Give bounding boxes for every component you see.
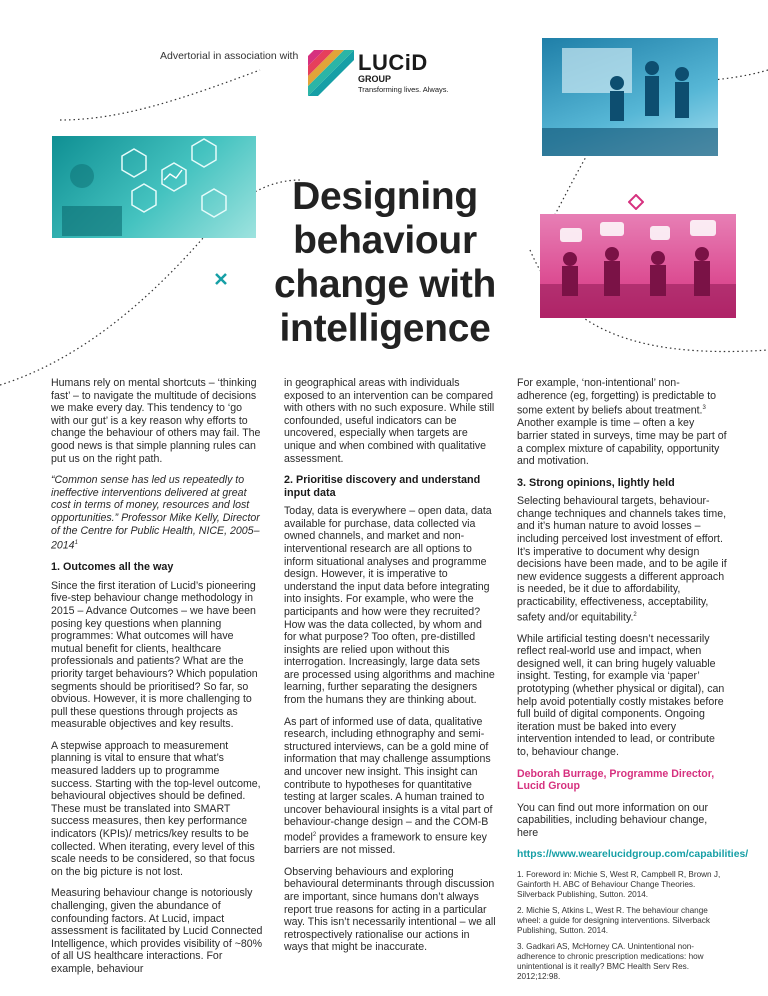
intro-paragraph: Humans rely on mental shortcuts – ‘thinking fast’ – to navigate the multitude of decisions we make every day. This tendency to ‘go with our gut’ is a key reason why efforts to change the behaviour of others may fail. The good news is that simple planning rules can put us on the right path. (51, 377, 261, 465)
section-2-text: As part of informed use of data, qualitative research, including ethnography and semi-structured interviews, can be a gold mine of information that may challenge assumptions and uncover new insight. This insight can contribute to hypotheses for quantitative testing at larger scales. A human trained to uncover behavioural insights is a vital part of behaviour-change design – and the COM-B model (284, 715, 493, 844)
section-3-paragraph: While artificial testing doesn’t necessarily reflect real-world use and impact, when designed well, it can bring hugely valuable insight. Testing, for example via ‘paper’ prototyping (whether physical or digital), can help avoid potentially costly mistakes before full build of digital components. Ongoing iteration must be baked into every intervention intended to lead, or contribute to, behaviour change. (517, 632, 725, 758)
lucid-logo-mark (308, 50, 354, 96)
hexagon-icons (52, 136, 256, 238)
capabilities-link[interactable]: https://www.wearelucidgroup.com/capabilities/ (517, 848, 749, 860)
logo-group: GROUP (358, 74, 392, 84)
section-2-paragraph: Today, data is everywhere – open data, data available for purchase, data collected via owned channels, and market and non-interventional research are all options to inform situational analyses and programme design. However, it is imperative to understand the input data before integrating into insights. For example, who were the participants and how were they recruited? How was the data collected, by whom and for what purpose? Too often, pre-distilled insights are relied upon without this interrogation. Increasingly, large data sets are processed using algorithms and machine learning, further separating the designers from the humans they are thinking about. (284, 505, 495, 707)
section-1-paragraph: Measuring behaviour change is notoriously challenging, given the abundance of confounding factors. At Lucid, impact assessment is facilitated by Lucid Connected Intelligence, which provides visibility of ~80% of all US healthcare interactions. For example, behaviour (51, 887, 263, 975)
section-3-text: Selecting behavioural targets, behaviour-change techniques and channels takes time, and it’s human nature to avoid losses – including perceived lost investment of effort. It’s imperative to document why design decisions have been made, and to be agile if new evidence suggests a different approach is needed, be it due to affordability, practicability, effectiveness, acceptability, safety and/or equitability. (517, 495, 727, 624)
reference-item: 1. Foreword in: Michie S, West R, Campbell R, Brown J, Gainforth H. ABC of Behaviour Change Theories. Silverback Publishing, Sutton. 2014. (517, 870, 721, 900)
meeting-photo (542, 38, 718, 156)
section-3-heading: 3. Strong opinions, lightly held (517, 476, 675, 489)
column-3 (517, 377, 749, 988)
section-1-paragraph: A stepwise approach to measurement planning is vital to ensure that what’s measured ladders up to programme success. Starting with the top-level outcome, behavioural objectives should be defined. These must be translated into SMART success measures, then key performance indicators (KPIs)/ metrics/key results to be collected. When iterating, every level of this scale needs to be considered, so that focus on the big picture is not lost. (51, 739, 261, 878)
quote-footnote-ref: 1 (74, 540, 78, 547)
column-2 (284, 377, 496, 963)
section-2-text: Another example is time – often a key barrier stated in surveys, time may be part of a complex mixture of capability, opportunity and motivation. (517, 417, 727, 468)
quote-text: “Common sense has led us repeatedly to ineffective interventions delivered at great cost in terms of money, resources and lost opportunities.” (51, 474, 250, 524)
pull-quote (51, 474, 263, 552)
section-1-paragraph: Since the first iteration of Lucid’s pioneering five-step behaviour change methodology in 2015 – Advance Outcomes – we have been posing key questions when planning programmes: What outcomes will have mutual benefit for clients, healthcare professionals and patients? What are the priority target behaviours? Which population segments should be prioritised? So far, so obvious. However, it is more challenging to pull these questions through projects as measurable objectives and key results. (51, 579, 258, 731)
section-3-paragraph (517, 495, 727, 623)
reference-item: 3. Gadkari AS, McHorney CA. Unintentional non-adherence to chronic prescription medications: how unintentional is it really? BMC Health Serv Res. 2012;12:98. (517, 942, 704, 982)
footnote-ref: 2 (633, 611, 637, 618)
footnote-ref: 3 (702, 405, 706, 412)
page-title: Designing behaviour change with intelligence (273, 175, 497, 350)
logo-name: LUCiD (358, 50, 428, 75)
section-1-paragraph: in geographical areas with individuals exposed to an intervention can be compared with others with no such exposure. While still confounded, useful indicators can be uncovered, especially when targets are unique and when combined with qualitative assessment. (284, 377, 495, 465)
quote-attribution: Professor Mike Kelly, Director of the Centre for Public Health, NICE, 2005–2014 (51, 511, 260, 552)
teal-cross-icon (214, 272, 228, 286)
section-2-paragraph (517, 377, 727, 468)
reference-item: 2. Michie S, Atkins L, West R. The behaviour change wheel: a guide for designing interventions. Silverback Publishing, Sutton. 2014. (517, 906, 710, 936)
section-2-paragraph (284, 716, 496, 857)
references (517, 870, 727, 982)
section-1-heading: 1. Outcomes all the way (51, 561, 174, 574)
section-2-heading: 2. Prioritise discovery and understand input data (284, 474, 481, 499)
footnote-ref: 2 (312, 832, 317, 838)
advertorial-label: Advertorial in association with (160, 50, 299, 62)
more-info-text: You can find out more information on our capabilities, including behaviour change, here (517, 801, 709, 839)
people-speech-bubbles-photo (540, 214, 736, 318)
section-2-text: provides a framework to ensure key barriers are not missed. (284, 831, 487, 857)
logo-tagline: Transforming lives. Always. (358, 85, 449, 94)
author-credit: Deborah Burrage, Programme Director, Lucid Group (517, 767, 715, 793)
section-2-paragraph: Observing behaviours and exploring behavioural determinants through discussion are important, since humans don’t always report true reasons for acting in a particular way. This isn’t necessarily intentional – we all retrospectively rationalise our actions in ways that might be inaccurate. (284, 865, 496, 954)
pink-diamond-icon (628, 194, 644, 210)
column-1 (51, 377, 263, 985)
section-2-text: For example, ‘non-intentional’ non-adherence (eg, forgetting) is predictable to some extent by beliefs about treatment. (517, 377, 717, 417)
data-analytics-image (52, 136, 256, 238)
